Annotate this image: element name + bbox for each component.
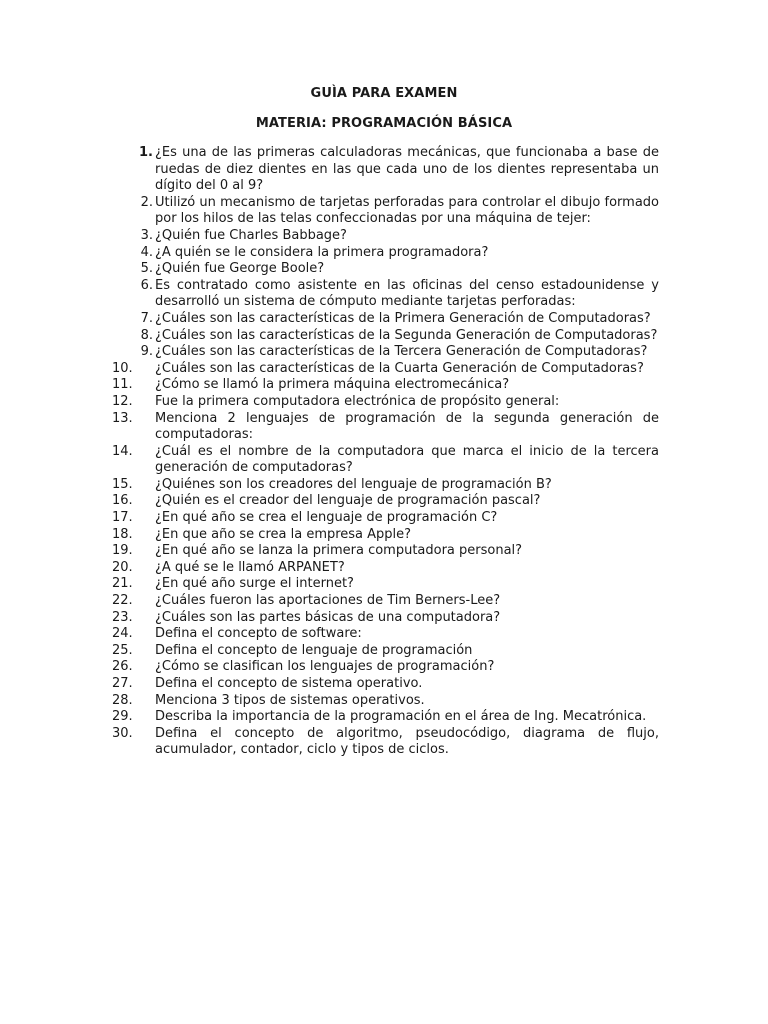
question-number: 5. <box>140 261 153 277</box>
question-text: Menciona 3 tipos de sistemas operativos. <box>155 692 425 708</box>
question-item <box>112 527 659 544</box>
question-text: ¿Cuáles fueron las aportaciones de Tim Berners-Lee? <box>155 593 501 609</box>
question-number: 20. <box>112 559 133 575</box>
question-number: 15. <box>112 476 133 492</box>
question-text: Defina el concepto de lenguaje de programación <box>155 642 473 658</box>
question-text: ¿Cuáles son las características de la Segunda Generación de Computadoras? <box>155 327 658 343</box>
question-text: ¿Quiénes son los creadores del lenguaje de programación B? <box>155 476 552 492</box>
question-item <box>112 195 659 228</box>
question-text: ¿En qué año se crea el lenguaje de programación C? <box>155 510 498 526</box>
question-item <box>112 311 659 328</box>
question-number: 29. <box>112 709 133 725</box>
question-item <box>112 228 659 245</box>
question-list <box>112 145 659 759</box>
question-number: 22. <box>112 593 133 609</box>
question-text: ¿Cuáles son las características de la Tercera Generación de Computadoras? <box>155 344 648 360</box>
question-number: 9. <box>140 344 153 360</box>
question-number: 17. <box>112 510 133 526</box>
question-item <box>112 394 659 411</box>
question-text: Defina el concepto de software: <box>155 626 362 642</box>
question-text: Menciona 2 lenguajes de programación de la segunda generación de computadoras: <box>155 410 659 443</box>
question-text: Describa la importancia de la programación en el área de Ing. Mecatrónica. <box>155 709 647 725</box>
question-item <box>112 626 659 643</box>
question-number: 12. <box>112 393 133 409</box>
question-item <box>112 493 659 510</box>
question-number: 24. <box>112 626 133 642</box>
question-number: 6. <box>140 277 153 293</box>
question-item <box>112 576 659 593</box>
question-number: 25. <box>112 642 133 658</box>
question-item <box>112 560 659 577</box>
question-item <box>112 361 659 378</box>
question-item <box>112 477 659 494</box>
question-text: Fue la primera computadora electrónica de propósito general: <box>155 393 560 409</box>
question-number: 11. <box>112 377 133 393</box>
question-text: ¿Es una de las primeras calculadoras mecánicas, que funcionaba a base de ruedas de diez dientes en las que cada uno de los dientes representaba un dígito del 0 al 9? <box>155 145 659 194</box>
question-number: 10. <box>112 360 133 376</box>
question-item <box>112 328 659 345</box>
question-text: ¿Cómo se llamó la primera máquina electromecánica? <box>155 377 510 393</box>
question-number: 1. <box>139 145 153 160</box>
question-number: 8. <box>140 327 153 343</box>
question-text: ¿Quién fue Charles Babbage? <box>155 227 347 243</box>
question-number: 28. <box>112 692 133 708</box>
question-item <box>112 344 659 361</box>
question-item <box>112 261 659 278</box>
question-text: Defina el concepto de algoritmo, pseudocódigo, diagrama de flujo, acumulador, contador, ciclo y tipos de ciclos. <box>155 725 659 758</box>
document-title: GUÌA PARA EXAMEN <box>310 86 458 101</box>
question-text: ¿Cuál es el nombre de la computadora que marca el inicio de la tercera generación de computadoras? <box>155 443 659 476</box>
question-item <box>112 245 659 262</box>
question-text: ¿Cuáles son las características de la Primera Generación de Computadoras? <box>155 310 651 326</box>
question-item <box>112 709 659 726</box>
question-item <box>112 659 659 676</box>
question-number: 21. <box>112 576 133 592</box>
question-text: Defina el concepto de sistema operativo. <box>155 676 423 691</box>
question-text: ¿A qué se le llamó ARPANET? <box>155 559 345 575</box>
question-text: Es contratado como asistente en las oficinas del censo estadounidense y desarrolló un sistema de cómputo mediante tarjetas perforadas: <box>155 277 659 310</box>
question-text: ¿Quién es el creador del lenguaje de programación pascal? <box>155 493 541 509</box>
question-number: 4. <box>140 244 153 260</box>
question-item <box>112 693 659 710</box>
question-number: 2. <box>140 194 153 210</box>
question-text: ¿En qué año surge el internet? <box>155 576 354 592</box>
question-number: 14. <box>112 443 133 459</box>
question-number: 26. <box>112 659 133 675</box>
question-number: 13. <box>112 410 133 426</box>
question-number: 16. <box>112 493 133 509</box>
question-item <box>112 676 659 693</box>
question-number: 7. <box>140 310 153 326</box>
question-text: ¿Cuáles son las características de la Cuarta Generación de Computadoras? <box>155 360 644 376</box>
question-text: ¿En qué año se lanza la primera computadora personal? <box>155 543 523 559</box>
question-number: 23. <box>112 609 133 625</box>
question-text: ¿Quién fue George Boole? <box>155 261 325 277</box>
question-item <box>112 543 659 560</box>
question-item <box>112 610 659 627</box>
question-number: 18. <box>112 526 133 542</box>
question-text: ¿A quién se le considera la primera programadora? <box>155 244 489 260</box>
document-subtitle: MATERIA: PROGRAMACIÓN BÁSICA <box>255 116 513 131</box>
question-item <box>112 643 659 660</box>
question-item <box>112 377 659 394</box>
question-item <box>112 411 659 444</box>
question-item <box>112 593 659 610</box>
question-number: 19. <box>112 543 133 559</box>
question-number: 3. <box>140 227 153 243</box>
question-text: ¿Cuáles son las partes básicas de una computadora? <box>155 609 501 625</box>
question-text: ¿Cómo se clasifican los lenguajes de programación? <box>155 659 495 675</box>
question-item <box>112 510 659 527</box>
question-item <box>112 444 659 477</box>
question-item <box>112 145 659 195</box>
question-item <box>112 726 659 759</box>
question-number: 27. <box>112 676 133 691</box>
question-item <box>112 278 659 311</box>
question-text: ¿En que año se crea la empresa Apple? <box>155 526 412 542</box>
question-number: 30. <box>112 725 133 741</box>
question-text: Utilizó un mecanismo de tarjetas perforadas para controlar el dibujo formado por los hilos de las telas confeccionadas por una máquina de tejer: <box>155 194 659 227</box>
